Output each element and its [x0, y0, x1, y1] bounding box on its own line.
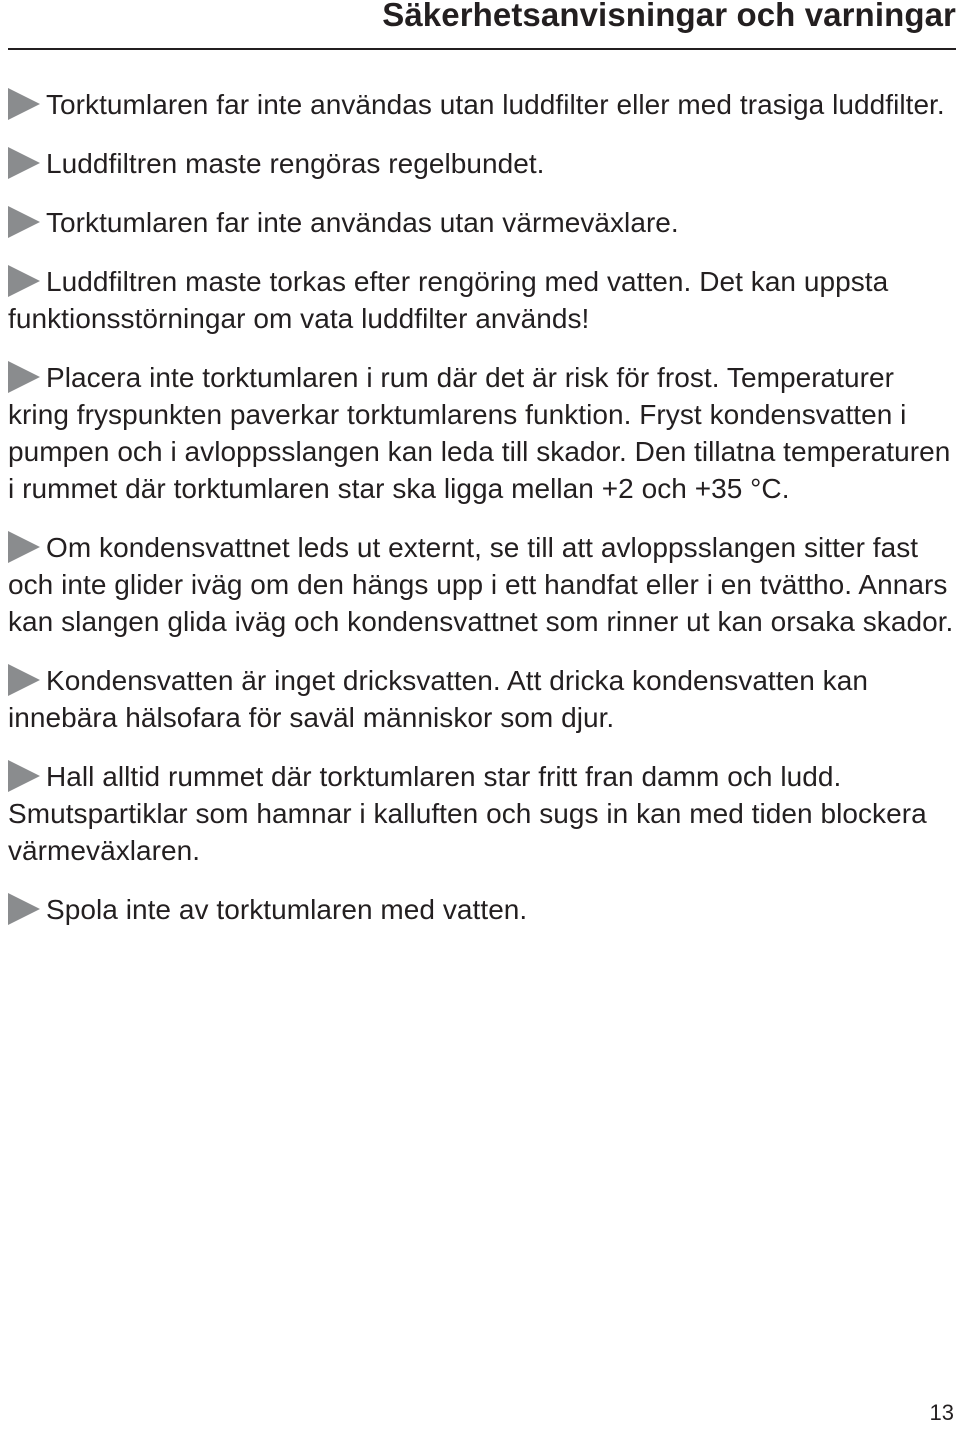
warning-item — [8, 891, 958, 928]
warning-text: Torktumlaren far inte användas utan värmeväxlare. — [46, 207, 679, 238]
warning-item — [8, 529, 958, 640]
warning-text: Hall alltid rummet där torktumlaren star fritt fran damm och ludd. Smutspartiklar som hamnar i kalluften och sugs in kan med tiden blockera värmeväxlaren. — [8, 761, 927, 866]
warning-item — [8, 758, 958, 869]
warning-item — [8, 86, 958, 123]
warning-text: Luddfiltren maste rengöras regelbundet. — [46, 148, 545, 179]
warning-text: Om kondensvattnet leds ut externt, se till att avloppsslangen sitter fast och inte glider iväg om den hängs upp i ett handfat eller i en tvättho. Annars kan slangen glida iväg och kondensvattnet som rinner ut kan orsaka skador. — [8, 532, 954, 637]
warning-item — [8, 662, 958, 736]
warning-text: Spola inte av torktumlaren med vatten. — [46, 894, 528, 925]
right-triangle-icon — [8, 664, 40, 696]
warning-item — [8, 359, 958, 507]
warning-item — [8, 263, 958, 337]
right-triangle-icon — [8, 893, 40, 925]
warning-text: Torktumlaren far inte användas utan luddfilter eller med trasiga luddfilter. — [46, 89, 945, 120]
warning-item — [8, 145, 958, 182]
page-title: Säkerhetsanvisningar och varningar — [382, 0, 956, 33]
warning-item — [8, 204, 958, 241]
warning-text: Kondensvatten är inget dricksvatten. Att dricka kondensvatten kan innebära hälsofara för saväl människor som djur. — [8, 665, 868, 733]
warning-text: Placera inte torktumlaren i rum där det är risk för frost. Temperaturer kring fryspunkten paverkar torktumlarens funktion. Fryst kondensvatten i pumpen och i avloppsslangen kan leda till skador. Den tillatna temperaturen i rummet där torktumlaren star ska ligga mellan +2 och +35 °C. — [8, 362, 951, 504]
right-triangle-icon — [8, 361, 40, 393]
warning-list — [8, 86, 958, 950]
right-triangle-icon — [8, 147, 40, 179]
warning-text: Luddfiltren maste torkas efter rengöring med vatten. Det kan uppsta funktionsstörningar om vata luddfilter används! — [8, 266, 889, 334]
right-triangle-icon — [8, 88, 40, 120]
page-number: 13 — [929, 1400, 954, 1425]
right-triangle-icon — [8, 531, 40, 563]
right-triangle-icon — [8, 760, 40, 792]
page-header — [8, 0, 956, 50]
right-triangle-icon — [8, 265, 40, 297]
right-triangle-icon — [8, 206, 40, 238]
